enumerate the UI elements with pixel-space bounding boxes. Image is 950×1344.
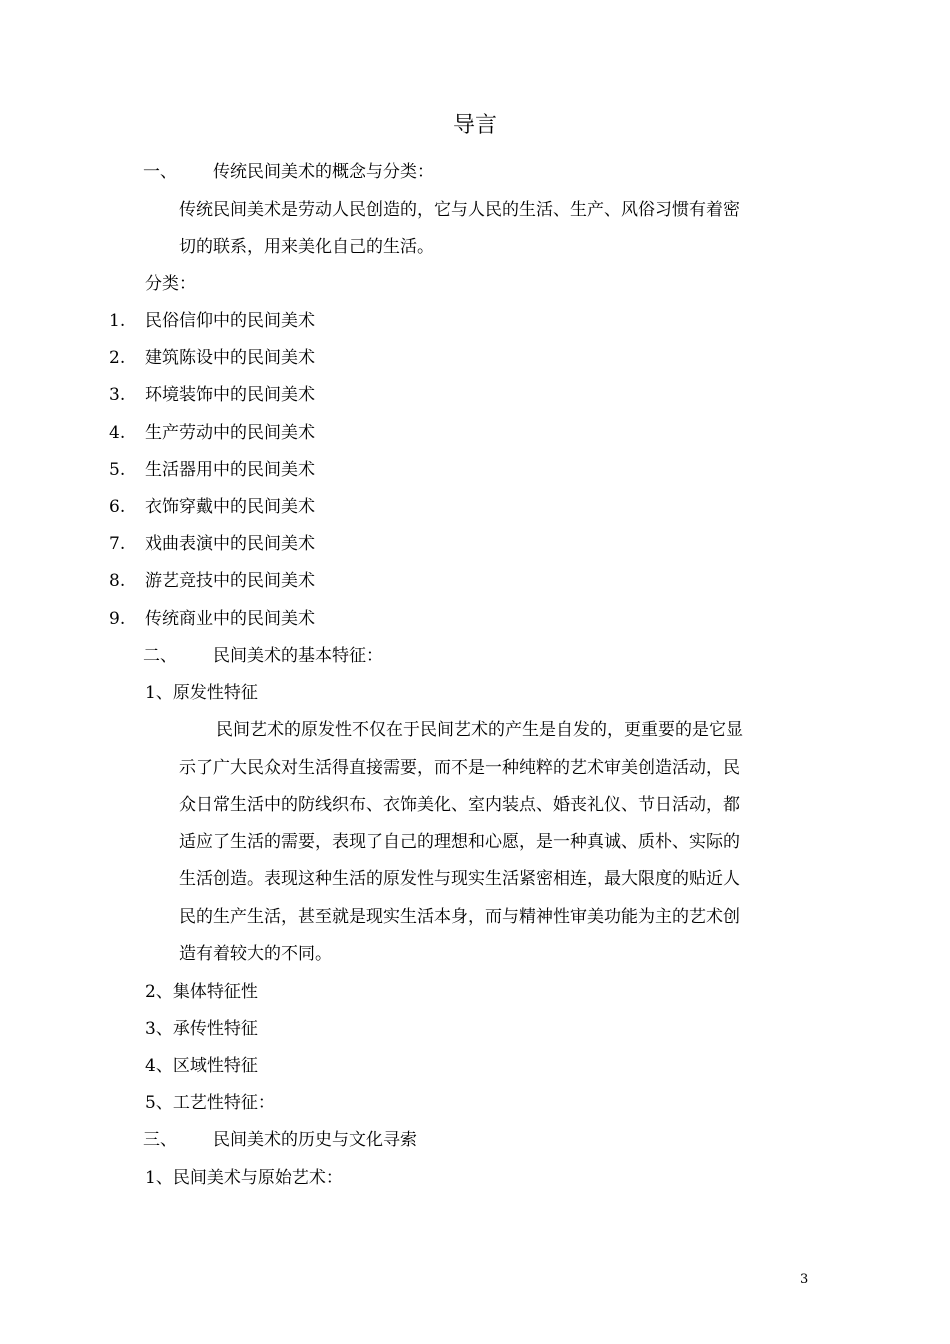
list-item-text: 戏曲表演中的民间美术: [145, 534, 315, 554]
list-item-number: 2.: [109, 348, 126, 368]
page-number: 3: [800, 1272, 809, 1287]
classification-label: 分类：: [145, 274, 196, 294]
list-item-text: 游艺竞技中的民间美术: [145, 571, 315, 591]
list-item-number: 6.: [109, 497, 126, 517]
section3-number: 三、: [143, 1130, 177, 1150]
paragraph-line: 众日常生活中的防线织布、衣饰美化、室内装点、婚丧礼仪、节日活动，都: [179, 795, 740, 815]
list-item-number: 4.: [109, 423, 126, 443]
paragraph-line: 生活创造。表现这种生活的原发性与现实生活紧密相连，最大限度的贴近人: [179, 869, 740, 889]
subsection-heading: 5、工艺性特征：: [145, 1093, 275, 1113]
section1-title: 传统民间美术的概念与分类：: [213, 162, 434, 182]
list-item-number: 9.: [109, 609, 126, 629]
subsection-heading: 3、承传性特征: [145, 1019, 258, 1039]
section2-number: 二、: [143, 646, 177, 666]
section2-title: 民间美术的基本特征：: [213, 646, 383, 666]
subsection-heading: 1、民间美术与原始艺术：: [145, 1168, 343, 1188]
paragraph-line: 民间艺术的原发性不仅在于民间艺术的产生是自发的，更重要的是它显: [216, 720, 743, 740]
subsection-heading: 2、集体特征性: [145, 982, 258, 1002]
section3-title: 民间美术的历史与文化寻索: [213, 1130, 417, 1150]
list-item-text: 建筑陈设中的民间美术: [145, 348, 315, 368]
section1-number: 一、: [143, 162, 177, 182]
list-item-number: 3.: [109, 385, 126, 405]
list-item-number: 1.: [109, 311, 126, 331]
list-item-text: 民俗信仰中的民间美术: [145, 311, 315, 331]
paragraph-line: 示了广大民众对生活得直接需要，而不是一种纯粹的艺术审美创造活动，民: [179, 758, 740, 778]
list-item-number: 8.: [109, 571, 126, 591]
list-item-number: 7.: [109, 534, 126, 554]
subsection-heading: 4、区域性特征: [145, 1056, 258, 1076]
page-title: 导言: [452, 113, 497, 138]
subsection-heading: 1、原发性特征: [145, 683, 258, 703]
list-item-text: 衣饰穿戴中的民间美术: [145, 497, 315, 517]
definition-line-1: 传统民间美术是劳动人民创造的，它与人民的生活、生产、风俗习惯有着密: [179, 200, 740, 220]
paragraph-line: 适应了生活的需要，表现了自己的理想和心愿，是一种真诚、质朴、实际的: [179, 832, 740, 852]
list-item-text: 传统商业中的民间美术: [145, 609, 315, 629]
list-item-number: 5.: [109, 460, 126, 480]
paragraph-line: 民的生产生活，甚至就是现实生活本身，而与精神性审美功能为主的艺术创: [179, 907, 740, 927]
paragraph-line: 造有着较大的不同。: [179, 944, 332, 964]
list-item-text: 生活器用中的民间美术: [145, 460, 315, 480]
list-item-text: 环境装饰中的民间美术: [145, 385, 315, 405]
list-item-text: 生产劳动中的民间美术: [145, 423, 315, 443]
definition-line-2: 切的联系，用来美化自己的生活。: [179, 237, 434, 257]
